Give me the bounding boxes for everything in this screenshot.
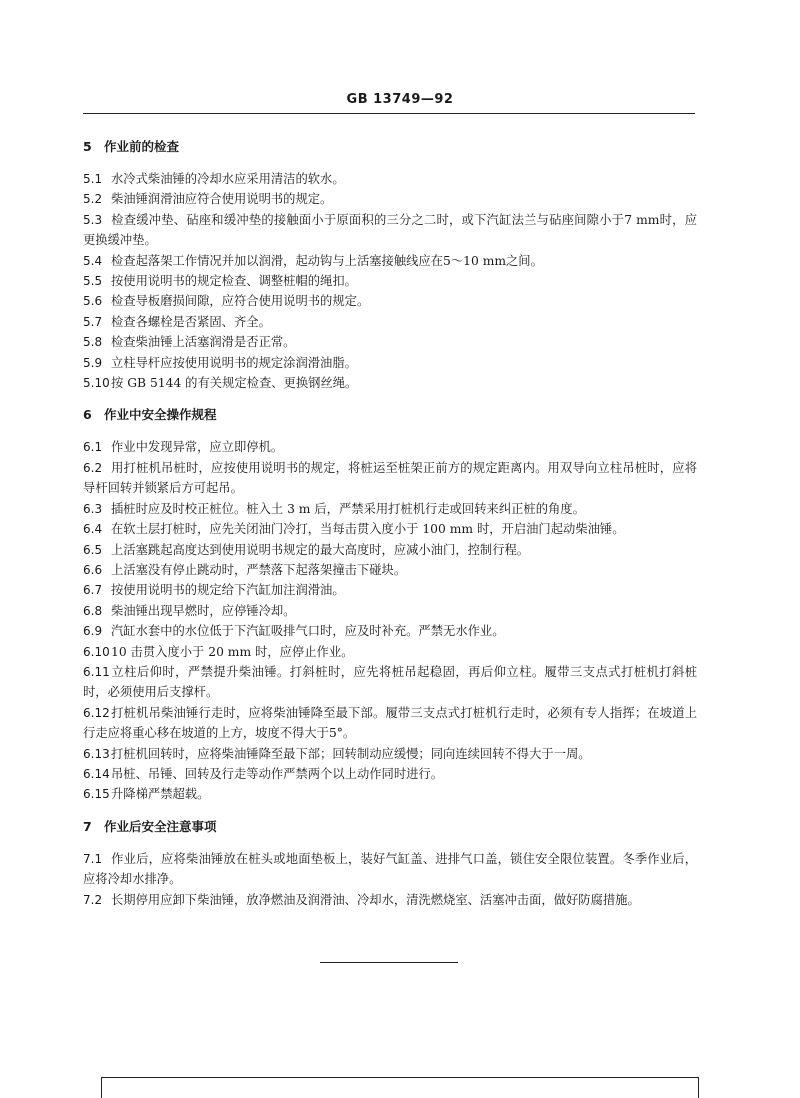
clause-item [83, 169, 697, 189]
clause-text: 检查导板磨损间隙，应符合使用说明书的规定。 [111, 294, 370, 309]
clause-text: 按使用说明书的规定给下汽缸加注润滑油。 [111, 583, 345, 598]
section-number: 5 [83, 139, 92, 154]
clause-text: 柴油锤出现早燃时，应停锤冷却。 [111, 603, 296, 618]
clause-number: 6.10 [83, 644, 110, 659]
clause-number: 5.7 [83, 314, 103, 329]
clause-text: 作业后，应将柴油锤放在桩头或地面垫板上，装好气缸盖、进排气口盖，锁住安全限位装置。冬季作业后，应将冷却水排净。 [83, 851, 697, 887]
clause-number: 6.9 [83, 624, 103, 639]
clause-item [83, 353, 697, 373]
clause-text: 立柱导杆应按使用说明书的规定涂润滑油脂。 [111, 355, 357, 370]
section-title: 作业前的检查 [104, 139, 180, 154]
clause-item [83, 189, 697, 209]
clause-text: 上活塞跳起高度达到使用说明书规定的最大高度时，应减小油门，控制行程。 [111, 542, 530, 557]
standard-code: GB 13749—92 [346, 92, 454, 107]
clause-number: 5.5 [83, 274, 103, 289]
header-rule [83, 113, 695, 114]
clause-item [83, 642, 697, 662]
clause-item [83, 580, 697, 600]
clause-item [83, 499, 697, 519]
clause-text: 插桩时应及时校正桩位。桩入土 3 m 后，严禁采用打桩机行走或回转来纠正桩的角度。 [111, 501, 585, 516]
clause-number: 5.10 [83, 376, 110, 391]
clause-number: 6.15 [83, 787, 110, 802]
section-gap [83, 393, 697, 405]
clause-number: 5.6 [83, 294, 103, 309]
section-heading [83, 405, 697, 425]
clause-number: 6.12 [83, 705, 110, 720]
clause-text: 检查柴油锤上活塞润滑是否正常。 [111, 335, 296, 350]
clause-text: 汽缸水套中的水位低于下汽缸吸排气口时，应及时补充。严禁无水作业。 [111, 624, 505, 639]
clause-item [83, 437, 697, 457]
clause-item [83, 560, 697, 580]
clause-number: 7.2 [83, 892, 103, 907]
clause-number: 5.9 [83, 355, 103, 370]
document-body [83, 137, 697, 910]
clause-number: 6.1 [83, 440, 103, 455]
clause-number: 6.14 [83, 766, 110, 781]
clause-item [83, 332, 697, 352]
clause-number: 5.4 [83, 253, 103, 268]
clause-text: 按使用说明书的规定检查、调整桩帽的绳扣。 [111, 274, 357, 289]
clause-number: 6.5 [83, 542, 103, 557]
clause-text: 作业中发现异常，应立即停机。 [111, 440, 284, 455]
clause-number: 5.2 [83, 192, 103, 207]
section-heading [83, 817, 697, 837]
clause-number: 7.1 [83, 851, 103, 866]
clause-number: 6.11 [83, 664, 110, 679]
clause-number: 6.6 [83, 562, 103, 577]
clause-item [83, 662, 697, 703]
clause-item [83, 540, 697, 560]
clause-text: 立柱后仰时，严禁提升柴油锤。打斜桩时，应先将桩吊起稳固，再后仰立柱。履带三支点式打桩机打斜桩时，必须使用后支撑杆。 [83, 664, 697, 700]
clause-number: 5.8 [83, 335, 103, 350]
clause-item [83, 271, 697, 291]
clause-number: 6.13 [83, 746, 110, 761]
clause-item [83, 519, 697, 539]
section-gap [83, 805, 697, 817]
clause-text: 打桩机回转时，应将柴油锤降至最下部；回转制动应缓慢；同向连续回转不得大于一周。 [111, 746, 591, 761]
clause-item [83, 764, 697, 784]
section-heading [83, 137, 697, 157]
clause-item [83, 890, 697, 910]
clause-number: 6.2 [83, 460, 103, 475]
section-title: 作业后安全注意事项 [104, 818, 217, 834]
clause-number: 6.8 [83, 603, 103, 618]
clause-item [83, 458, 697, 499]
clause-item [83, 291, 697, 311]
clause-item [83, 849, 697, 890]
clause-text: 检查各螺栓是否紧固、齐全。 [111, 314, 271, 329]
clause-item [83, 703, 697, 744]
clause-text: 用打桩机吊桩时，应按使用说明书的规定，将桩运至桩架正前方的规定距离内。用双导向立柱吊桩时，应将导杆回转并锁紧后方可起吊。 [83, 460, 697, 496]
clause-text: 长期停用应卸下柴油锤，放净燃油及润滑油、冷却水，清洗燃烧室、活塞冲击面，做好防腐措施。 [111, 892, 640, 907]
clause-text: 上活塞没有停止跳动时，严禁落下起落架撞击下碰块。 [111, 562, 407, 577]
section-number: 6 [83, 407, 92, 423]
clause-number: 6.3 [83, 501, 103, 516]
clause-item [83, 744, 697, 764]
clause-text: 10 击贯入度小于 20 mm 时，应停止作业。 [111, 644, 354, 659]
clause-item [83, 784, 697, 804]
clause-number: 6.4 [83, 522, 103, 537]
clause-text: 检查缓冲垫、砧座和缓冲垫的接触面小于原面积的三分之二时，或下汽缸法兰与砧座间隙小于7 mm时，应更换缓冲垫。 [83, 212, 697, 248]
clause-text: 打桩机吊柴油锤行走时，应将柴油锤降至最下部。履带三支点式打桩机行走时，必须有专人指挥；在坡道上行走应将重心移在坡道的上方，坡度不得大于5°。 [83, 705, 697, 741]
clause-text: 柴油锤润滑油应符合使用说明书的规定。 [111, 192, 333, 207]
section-number: 7 [83, 818, 92, 834]
clause-number: 5.1 [83, 172, 103, 186]
clause-text: 升降梯严禁超载。 [111, 787, 210, 802]
clause-text: 检查起落架工作情况并加以润滑，起动钩与上活塞接触线应在5～10 mm之间。 [111, 253, 543, 268]
clause-text: 水冷式柴油锤的冷却水应采用清洁的软水。 [111, 172, 345, 186]
clause-text: 在软土层打桩时，应先关闭油门冷打，当每击贯入度小于 100 mm 时，开启油门起动柴油锤。 [111, 522, 625, 537]
clause-item [83, 251, 697, 271]
clause-item [83, 621, 697, 641]
page-header [0, 92, 800, 107]
clause-item [83, 312, 697, 332]
clause-item [83, 601, 697, 621]
clause-text: 吊桩、吊锤、回转及行走等动作严禁两个以上动作同时进行。 [111, 766, 444, 781]
bottom-frame [101, 1077, 699, 1098]
clause-item [83, 210, 697, 251]
clause-number: 6.7 [83, 583, 103, 598]
section-title: 作业中安全操作规程 [104, 407, 217, 423]
clause-item [83, 373, 697, 393]
clause-number: 5.3 [83, 212, 103, 227]
clause-text: 按 GB 5144 的有关规定检查、更换钢丝绳。 [111, 376, 358, 391]
end-rule [320, 962, 458, 963]
